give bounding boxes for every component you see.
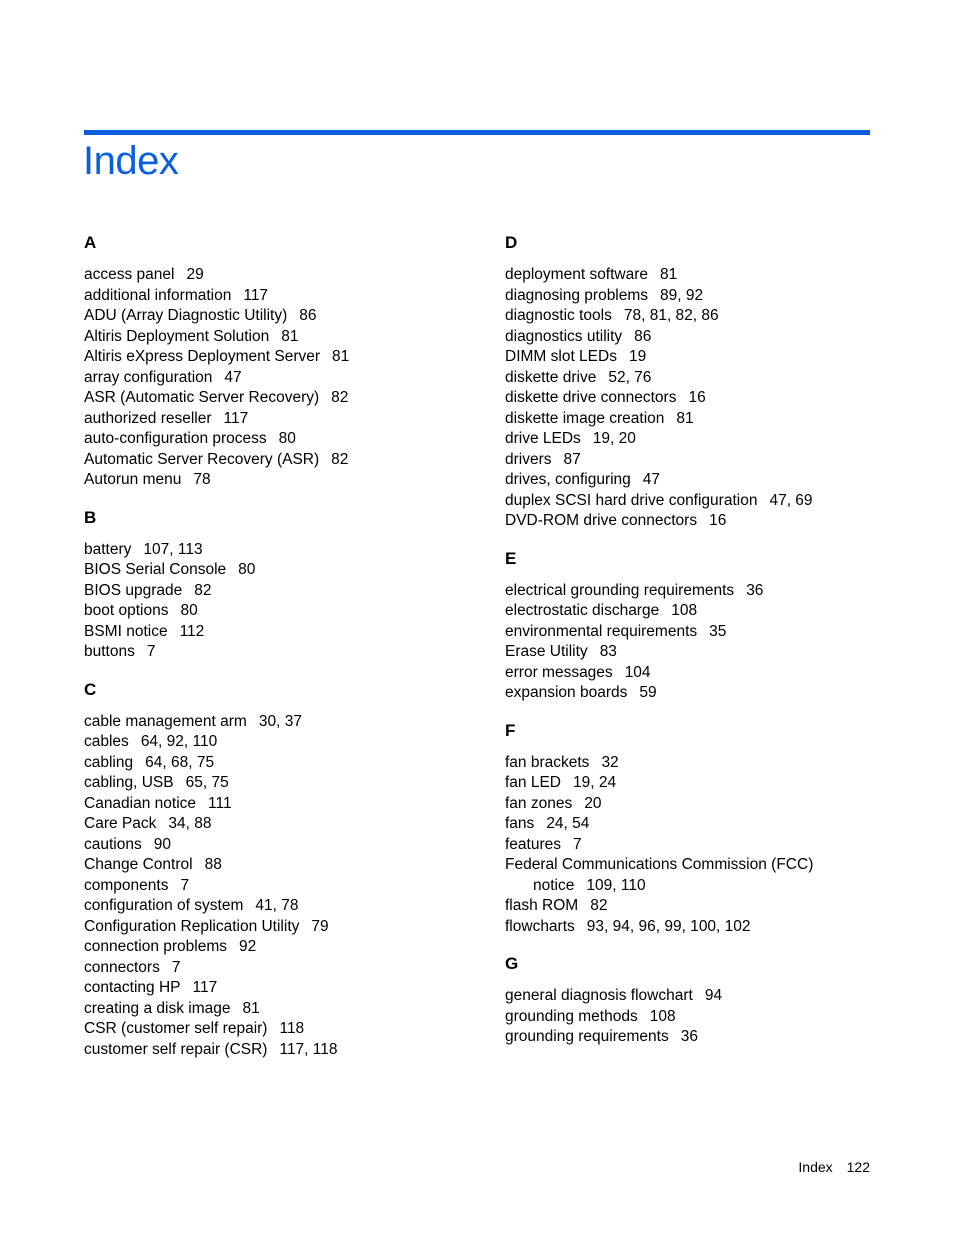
index-entry xyxy=(505,470,895,491)
entry-term: diagnosing problems xyxy=(505,286,649,304)
entry-term: Altiris eXpress Deployment Server xyxy=(84,348,321,365)
entry-term: Canadian notice xyxy=(84,794,197,812)
entry-term: diagnostic tools xyxy=(505,307,612,324)
entry-pages[interactable]: 109, 110 xyxy=(586,876,646,894)
entry-term: diskette drive connectors xyxy=(505,389,677,406)
entry-pages[interactable]: 36 xyxy=(680,1028,698,1045)
page-number: 122 xyxy=(846,1159,870,1175)
index-entry xyxy=(505,491,895,512)
section-letter: F xyxy=(505,720,516,740)
entry-pages[interactable]: 111 xyxy=(208,794,232,812)
index-section-g xyxy=(505,954,895,1048)
entry-pages[interactable]: 30, 37 xyxy=(258,712,302,730)
entry-pages[interactable]: 47 xyxy=(224,368,242,386)
entry-term: cabling xyxy=(84,753,134,771)
entry-pages[interactable]: 80 xyxy=(238,561,256,578)
entry-term: battery xyxy=(84,540,132,558)
entry-term-continuation xyxy=(505,876,895,897)
entry-pages[interactable]: 81 xyxy=(660,266,678,283)
entry-term: electrical grounding requirements xyxy=(505,581,735,599)
entry-pages[interactable]: 107, 113 xyxy=(143,540,203,558)
entry-term: buttons xyxy=(84,643,135,660)
index-entry xyxy=(84,581,484,602)
entry-pages[interactable]: 90 xyxy=(153,835,171,853)
index-entry xyxy=(84,835,484,856)
entry-term: customer self repair (CSR) xyxy=(84,1040,268,1058)
entry-term: cautions xyxy=(84,835,142,853)
index-entry xyxy=(84,958,484,979)
entry-term: connection problems xyxy=(84,938,228,955)
index-entry xyxy=(84,855,484,876)
entry-list xyxy=(505,986,895,1048)
entry-pages[interactable]: 32 xyxy=(601,753,619,771)
index-entry xyxy=(505,581,895,602)
entry-list xyxy=(84,265,484,491)
index-entry xyxy=(505,347,895,368)
entry-term: ASR (Automatic Server Recovery) xyxy=(84,389,320,406)
entry-pages[interactable]: 7 xyxy=(573,835,582,853)
entry-term: Care Pack xyxy=(84,815,157,832)
index-entry xyxy=(84,429,484,450)
index-entry xyxy=(84,1019,484,1040)
section-letter: B xyxy=(84,507,97,527)
entry-pages[interactable]: 59 xyxy=(639,684,657,701)
entry-pages[interactable]: 34, 88 xyxy=(168,815,212,832)
section-letter: A xyxy=(84,233,97,252)
entry-pages[interactable]: 117 xyxy=(243,286,269,304)
entry-pages[interactable]: 52, 76 xyxy=(608,368,652,386)
index-entry xyxy=(84,978,484,999)
entry-term: Erase Utility xyxy=(505,643,588,660)
index-entry xyxy=(84,327,484,348)
entry-term: access panel xyxy=(84,266,175,283)
section-letter: E xyxy=(505,548,517,568)
index-entry xyxy=(84,732,484,753)
index-section-f xyxy=(505,721,895,938)
entry-list xyxy=(84,540,484,663)
index-entry xyxy=(84,794,484,815)
entry-pages[interactable]: 86 xyxy=(299,307,317,324)
entry-term: Automatic Server Recovery (ASR) xyxy=(84,450,320,468)
entry-term: BSMI notice xyxy=(84,622,168,640)
entry-list xyxy=(84,712,484,1061)
entry-pages[interactable]: 47 xyxy=(642,471,661,488)
index-section-d xyxy=(505,233,895,532)
entry-term: expansion boards xyxy=(505,684,628,701)
entry-pages[interactable]: 80 xyxy=(278,430,296,447)
entry-pages[interactable]: 16 xyxy=(688,389,706,406)
index-entry xyxy=(84,286,484,307)
entry-pages[interactable]: 87 xyxy=(563,450,581,468)
entry-term: authorized reseller xyxy=(84,409,212,427)
entry-term: components xyxy=(84,876,169,894)
entry-term: drives, configuring xyxy=(505,471,631,488)
entry-pages[interactable]: 118 xyxy=(279,1020,305,1037)
index-entry xyxy=(505,835,895,856)
index-entry xyxy=(505,794,895,815)
entry-term: Change Control xyxy=(84,856,193,873)
entry-pages[interactable]: 20 xyxy=(584,794,602,812)
entry-pages[interactable]: 81 xyxy=(332,348,350,365)
entry-list xyxy=(505,581,895,704)
entry-pages[interactable]: 82 xyxy=(194,581,212,599)
index-entry xyxy=(84,470,484,491)
index-entry xyxy=(84,388,484,409)
index-entry xyxy=(505,511,895,532)
entry-term: array configuration xyxy=(84,368,213,386)
index-entry xyxy=(84,540,484,561)
entry-term: drive LEDs xyxy=(505,430,581,447)
index-entry xyxy=(84,753,484,774)
entry-term: flash ROM xyxy=(505,897,579,914)
index-entry xyxy=(505,814,895,835)
entry-term: Altiris Deployment Solution xyxy=(84,327,270,345)
entry-term: features xyxy=(505,835,562,853)
entry-pages[interactable]: 108 xyxy=(649,1007,676,1025)
entry-pages[interactable]: 64, 68, 75 xyxy=(145,753,215,771)
page-title: Index xyxy=(83,139,179,183)
entry-list xyxy=(505,265,895,532)
entry-term: general diagnosis flowchart xyxy=(505,987,693,1004)
entry-pages[interactable]: 81 xyxy=(281,327,299,345)
index-entry xyxy=(84,917,484,938)
entry-pages[interactable]: 19, 24 xyxy=(573,774,617,791)
entry-pages[interactable]: 92 xyxy=(239,938,257,955)
index-entry xyxy=(505,753,895,774)
index-entry xyxy=(84,368,484,389)
entry-pages[interactable]: 7 xyxy=(171,958,181,976)
index-entry xyxy=(84,560,484,581)
entry-pages[interactable]: 104 xyxy=(624,663,651,681)
entry-pages[interactable]: 117 xyxy=(192,979,218,996)
entry-pages[interactable]: 83 xyxy=(599,643,617,660)
entry-term: fans xyxy=(505,815,535,832)
entry-pages[interactable]: 64, 92, 110 xyxy=(140,733,218,750)
entry-pages[interactable]: 7 xyxy=(146,643,156,660)
index-entry xyxy=(84,409,484,430)
entry-term: Federal Communications Commission (FCC) xyxy=(505,856,814,873)
entry-term: contacting HP xyxy=(84,979,181,996)
entry-term: BIOS upgrade xyxy=(84,581,183,599)
index-entry xyxy=(84,1040,484,1061)
entry-term: auto-configuration process xyxy=(84,430,267,447)
entry-term: drivers xyxy=(505,450,552,468)
index-column-right xyxy=(505,233,895,1065)
index-entry xyxy=(84,896,484,917)
entry-pages[interactable]: 93, 94, 96, 99, 100, 102 xyxy=(586,917,751,935)
entry-pages[interactable]: 65, 75 xyxy=(185,774,229,791)
entry-pages[interactable]: 108 xyxy=(671,602,698,619)
index-section-c xyxy=(84,680,484,1061)
entry-pages[interactable]: 78, 81, 82, 86 xyxy=(623,307,719,324)
index-entry xyxy=(505,388,895,409)
index-entry xyxy=(505,855,895,896)
index-entry xyxy=(505,601,895,622)
entry-pages[interactable]: 41, 78 xyxy=(255,897,299,914)
entry-pages[interactable]: 81 xyxy=(676,409,694,427)
index-entry xyxy=(84,347,484,368)
entry-pages[interactable]: 117 xyxy=(223,409,249,427)
entry-term: fan zones xyxy=(505,794,573,812)
index-column-left xyxy=(84,233,484,1077)
entry-continuation-text: notice xyxy=(533,876,575,894)
section-letter: C xyxy=(84,679,97,699)
index-entry xyxy=(505,368,895,389)
entry-term: additional information xyxy=(84,286,232,304)
index-entry xyxy=(505,896,895,917)
entry-pages[interactable]: 86 xyxy=(634,327,652,345)
index-entry xyxy=(84,712,484,733)
entry-pages[interactable]: 82 xyxy=(331,450,349,468)
index-entry xyxy=(84,814,484,835)
index-entry xyxy=(505,663,895,684)
index-entry xyxy=(84,601,484,622)
entry-list xyxy=(505,753,895,938)
entry-term: Configuration Replication Utility xyxy=(84,917,300,935)
index-entry xyxy=(505,773,895,794)
entry-term: cables xyxy=(84,733,129,750)
entry-pages[interactable]: 82 xyxy=(331,389,349,406)
entry-term: fan brackets xyxy=(505,753,590,771)
entry-pages[interactable]: 19, 20 xyxy=(592,430,636,447)
entry-pages[interactable]: 89, 92 xyxy=(660,286,704,304)
index-entry xyxy=(505,642,895,663)
index-entry xyxy=(505,683,895,704)
page-footer xyxy=(798,1158,870,1176)
index-entry xyxy=(84,937,484,958)
entry-term: cable management arm xyxy=(84,712,247,730)
index-entry xyxy=(84,265,484,286)
entry-pages[interactable]: 81 xyxy=(242,999,260,1017)
entry-term: CSR (customer self repair) xyxy=(84,1020,268,1037)
entry-pages[interactable]: 88 xyxy=(204,856,222,873)
index-entry xyxy=(505,1027,895,1048)
footer-label: Index xyxy=(798,1159,833,1175)
entry-term: grounding requirements xyxy=(505,1028,669,1045)
entry-term: BIOS Serial Console xyxy=(84,561,227,578)
index-entry xyxy=(505,429,895,450)
entry-term: Autorun menu xyxy=(84,471,182,488)
entry-term: diskette drive xyxy=(505,368,597,386)
title-rule xyxy=(84,130,870,135)
entry-pages[interactable]: 24, 54 xyxy=(546,815,590,832)
index-entry xyxy=(505,265,895,286)
index-entry xyxy=(505,622,895,643)
entry-term: creating a disk image xyxy=(84,999,231,1017)
entry-term: cabling, USB xyxy=(84,774,174,791)
index-section-b xyxy=(84,508,484,663)
entry-term: error messages xyxy=(505,663,613,681)
entry-term: connectors xyxy=(84,958,160,976)
entry-pages[interactable]: 112 xyxy=(179,622,205,640)
entry-pages[interactable]: 29 xyxy=(186,266,204,283)
section-letter: D xyxy=(505,233,518,252)
index-entry xyxy=(505,306,895,327)
index-entry xyxy=(505,1007,895,1028)
index-section-a xyxy=(84,233,484,491)
entry-term: deployment software xyxy=(505,266,649,283)
index-entry xyxy=(505,409,895,430)
section-letter: G xyxy=(505,954,519,973)
entry-term: electrostatic discharge xyxy=(505,602,660,619)
index-entry xyxy=(505,450,895,471)
index-entry xyxy=(505,917,895,938)
entry-term: DVD-ROM drive connectors xyxy=(505,512,698,529)
index-entry xyxy=(84,876,484,897)
entry-pages[interactable]: 16 xyxy=(709,512,727,529)
index-entry xyxy=(505,286,895,307)
entry-pages[interactable]: 80 xyxy=(180,602,198,619)
entry-pages[interactable]: 19 xyxy=(628,348,647,365)
entry-term: environmental requirements xyxy=(505,622,698,640)
entry-term: diagnostics utility xyxy=(505,327,623,345)
entry-pages[interactable]: 35 xyxy=(709,622,727,640)
entry-pages[interactable]: 47, 69 xyxy=(769,491,813,509)
entry-term: DIMM slot LEDs xyxy=(505,348,617,365)
entry-term: diskette image creation xyxy=(505,409,665,427)
entry-term: grounding methods xyxy=(505,1007,638,1025)
entry-pages[interactable]: 36 xyxy=(746,581,764,599)
entry-pages[interactable]: 79 xyxy=(311,917,329,935)
entry-term: fan LED xyxy=(505,774,562,791)
index-entry xyxy=(84,642,484,663)
index-entry xyxy=(84,622,484,643)
index-entry xyxy=(505,327,895,348)
entry-pages[interactable]: 82 xyxy=(590,897,608,914)
entry-pages[interactable]: 7 xyxy=(180,876,190,894)
entry-term: configuration of system xyxy=(84,897,244,914)
index-entry xyxy=(505,986,895,1007)
entry-term: flowcharts xyxy=(505,917,575,935)
entry-term: boot options xyxy=(84,602,169,619)
entry-pages[interactable]: 94 xyxy=(704,987,723,1004)
index-entry xyxy=(84,306,484,327)
entry-term: ADU (Array Diagnostic Utility) xyxy=(84,307,288,324)
index-entry xyxy=(84,999,484,1020)
entry-pages[interactable]: 117, 118 xyxy=(279,1040,338,1058)
entry-pages[interactable]: 78 xyxy=(193,471,211,488)
entry-term: duplex SCSI hard drive configuration xyxy=(505,491,758,509)
index-entry xyxy=(84,450,484,471)
index-entry xyxy=(84,773,484,794)
index-section-e xyxy=(505,549,895,704)
